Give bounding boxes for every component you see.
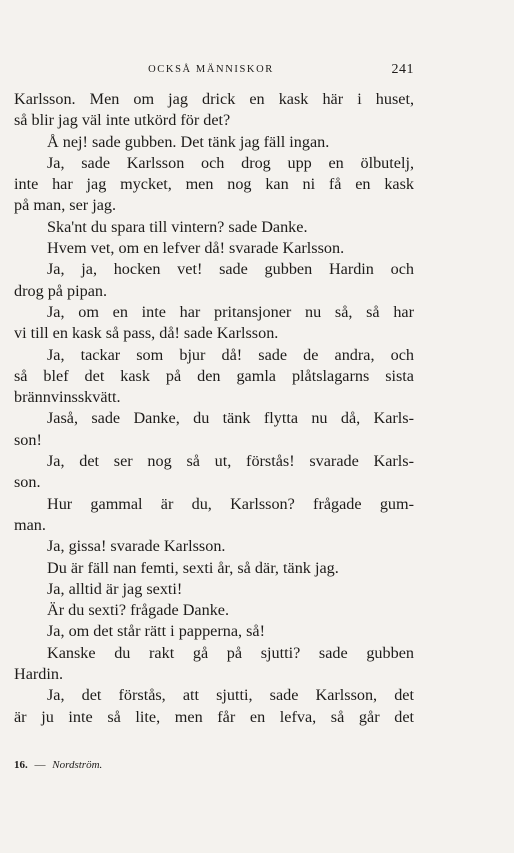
text-line: Ja, ja, hocken vet! sade gubben Hardin och [47,260,414,279]
running-title: OCKSÅ MÄNNISKOR [148,64,274,75]
signature-dash: — [34,759,46,771]
text-line: drog på pipan. [14,281,108,300]
text-line: Du är fäll nan femti, sexti år, så där, tänk jag. [47,558,339,577]
running-header [8,62,414,80]
text-line: Ja, det ser nog så ut, förstås! svarade Karls- [47,452,414,471]
text-line: Ja, sade Karlsson och drog upp en ölbutelj, [47,153,414,172]
text-line: man. [14,515,46,534]
text-line: Ja, det förstås, att sjutti, sade Karlsson, det [47,686,414,705]
text-line: är ju inte så lite, men får en lefva, så går det [14,707,414,726]
text-line: Ja, gissa! svarade Karlsson. [47,537,226,556]
text-line: Karlsson. Men om jag drick en kask här i huset, [14,90,414,108]
text-line: Ja, tackar som bjur då! sade de andra, och [47,345,414,364]
text-line: Hvem vet, om en lefver då! svarade Karlsson. [47,239,345,258]
text-line: inte har jag mycket, men nog kan ni få en kask [14,175,414,194]
text-line: på man, ser jag. [14,196,117,215]
text-line: så blef det kask på den gamla plåtslagarns sista [14,366,414,385]
signature-author: Nordström. [52,759,103,771]
text-line: brännvinsskvätt. [14,388,121,407]
text-line: Ja, alltid är jag sexti! [47,579,183,598]
text-line: son! [14,430,42,449]
text-line: Kanske du rakt gå på sjutti? sade gubben [47,643,414,662]
text-line: Ja, om en inte har pritansjoner nu så, så har [47,302,414,321]
text-line: Ja, om det står rätt i papperna, så! [47,622,266,641]
text-line: Jaså, sade Danke, du tänk flytta nu då, Karls- [47,409,414,428]
text-line: vi till en kask så pass, då! sade Karlsson. [14,324,279,343]
text-line: Är du sexti? frågade Danke. [47,601,230,620]
text-line: så blir jag väl inte utkörd för det? [14,111,231,130]
text-line: son. [14,473,41,492]
text-line: Hardin. [14,665,63,684]
body-text [14,89,414,728]
signature-mark [14,759,102,771]
text-line: Hur gammal är du, Karlsson? frågade gum- [47,494,414,513]
text-line: Ska'nt du spara till vintern? sade Danke. [47,217,308,236]
signature-number: 16. [14,759,28,771]
page-number: 241 [391,62,414,77]
text-line: Å nej! sade gubben. Det tänk jag fäll ingan. [47,132,330,151]
